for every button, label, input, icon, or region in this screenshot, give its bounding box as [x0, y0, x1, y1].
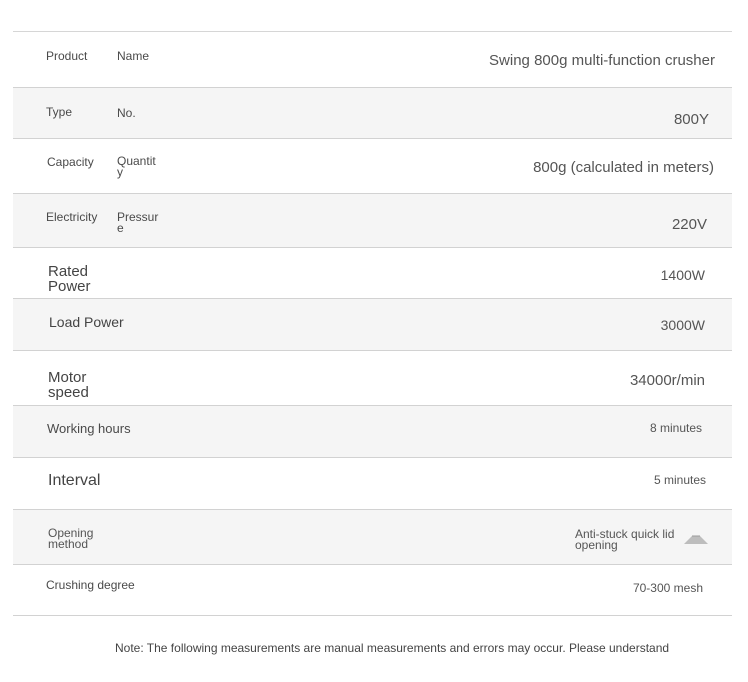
- opening-method-value: Anti-stuck quick lid opening: [575, 527, 675, 552]
- motor-speed-value: 34000r/min: [629, 372, 705, 389]
- working-hours-label: Working hours: [47, 421, 131, 436]
- load-power-label: Load Power: [49, 314, 124, 330]
- no-label: No.: [117, 106, 136, 120]
- row-crushing-degree: [13, 565, 732, 616]
- row-load-power: [13, 299, 732, 351]
- pressure-label: Pressure: [117, 210, 159, 235]
- row-rated-power: [13, 248, 732, 299]
- rated-power-value: 1400W: [660, 267, 705, 283]
- row-capacity: [13, 139, 732, 194]
- motor-speed-label: Motor speed: [48, 369, 89, 401]
- product-name-value: Swing 800g multi-function crusher: [489, 52, 715, 69]
- crushing-degree-label: Crushing degree: [46, 578, 135, 592]
- row-opening-method: [13, 510, 732, 565]
- opening-method-label: Opening method: [48, 526, 94, 551]
- row-motor-speed: [13, 351, 732, 406]
- lid-icon: [682, 534, 710, 544]
- electricity-value: 220V: [671, 216, 707, 233]
- load-power-value: 3000W: [660, 317, 705, 333]
- product-label: Product: [46, 49, 88, 63]
- row-electricity: [13, 194, 732, 248]
- capacity-label: Capacity: [47, 155, 94, 169]
- row-type-no: [13, 88, 732, 139]
- type-label: Type: [46, 105, 73, 119]
- interval-label: Interval: [48, 472, 101, 489]
- capacity-value: 800g (calculated in meters): [533, 159, 714, 176]
- interval-value: 5 minutes: [653, 473, 706, 487]
- electricity-label: Electricity: [46, 210, 98, 224]
- spec-table: [13, 31, 732, 616]
- type-no-value: 800Y: [673, 111, 709, 128]
- rated-power-label: Rated Power: [48, 263, 91, 295]
- working-hours-value: 8 minutes: [649, 421, 702, 435]
- row-product-name: [13, 32, 732, 88]
- crushing-degree-value: 70-300 mesh: [632, 581, 703, 595]
- row-working-hours: [13, 406, 732, 458]
- quantity-label: Quantity: [117, 154, 156, 179]
- measurement-note: Note: The following measurements are manual measurements and errors may occur. Please understand: [115, 641, 670, 655]
- row-interval: [13, 458, 732, 510]
- name-label: Name: [117, 49, 150, 63]
